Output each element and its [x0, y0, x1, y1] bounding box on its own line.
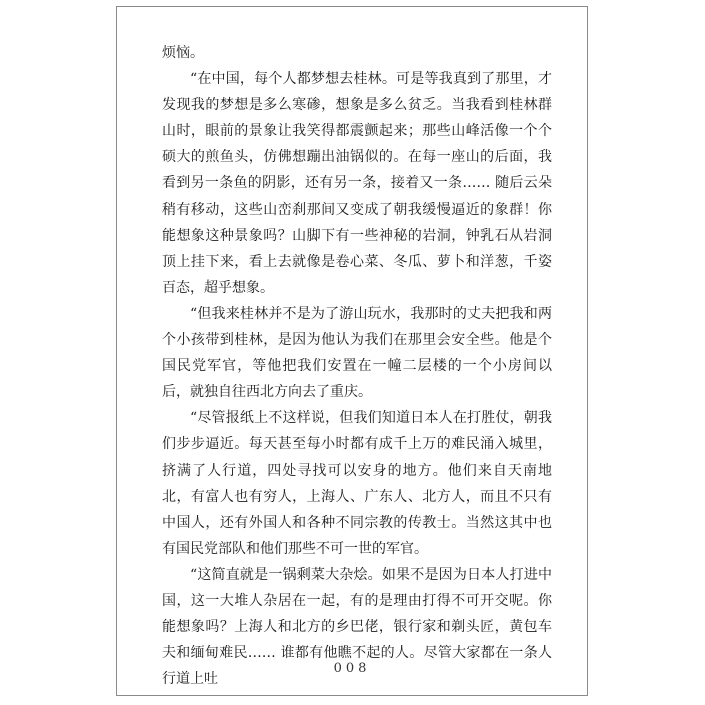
paragraph-refugees: “尽管报纸上不这样说，但我们知道日本人在打胜仗，朝我们步步逼近。每天甚至每小时都有成千上万的难民涌入城里，挤满了人行道，四处寻找可以安身的地方。他们来自天南地北，有富人也有穷人，上海人、广东人、北方人，而且不只有中国人，还有外国人和各种不同宗教的传教士。当然这其中也有国民党部队和他们那些不可一世的军官。	[162, 410, 552, 557]
page-number: 008	[333, 661, 371, 676]
body-text	[162, 40, 552, 692]
book-page	[116, 6, 588, 696]
paragraph-guilin-mountains: “在中国，每个人都梦想去桂林。可是等我真到了那里，才发现我的梦想是多么寒碜，想象是多么贫乏。当我看到桂林群山时，眼前的景象让我笑得都震颤起来；那些山峰活像一个个硕大的煎鱼头，仿佛想蹦出油锅似的。在每一座山的后面，我看到另一条鱼的阴影，还有另一条，接着又一条…… 随后云朵稍有移动，这些山峦刹那间又变成了朝我缓慢逼近的象群！你能想象这种景象吗？山脚下有一些神秘的岩洞，钟乳石从岩洞顶上挂下来，看上去就像是卷心菜、冬瓜、萝卜和洋葱，千姿百态，超乎想象。	[162, 71, 552, 296]
paragraph-continuation: 烦恼。	[162, 45, 204, 61]
paragraph-husband-officer: “但我来桂林并不是为了游山玩水，我那时的丈夫把我和两个小孩带到桂林，是因为他认为我们在那里会安全些。他是个国民党军官，等他把我们安置在一幢二层楼的一个小房间以后，就独自往西北方向去了重庆。	[162, 305, 552, 401]
paragraph-melting-pot: “这简直就是一锅剩菜大杂烩。如果不是因为日本人打进中国，这一大堆人杂居在一起，有的是理由打得不可开交呢。你能想象吗？上海人和北方的乡巴佬，银行家和剃头匠，黄包车夫和缅甸难民…… 谁都有他瞧不起的人。尽管大家都在一条人行道上吐	[162, 566, 552, 688]
